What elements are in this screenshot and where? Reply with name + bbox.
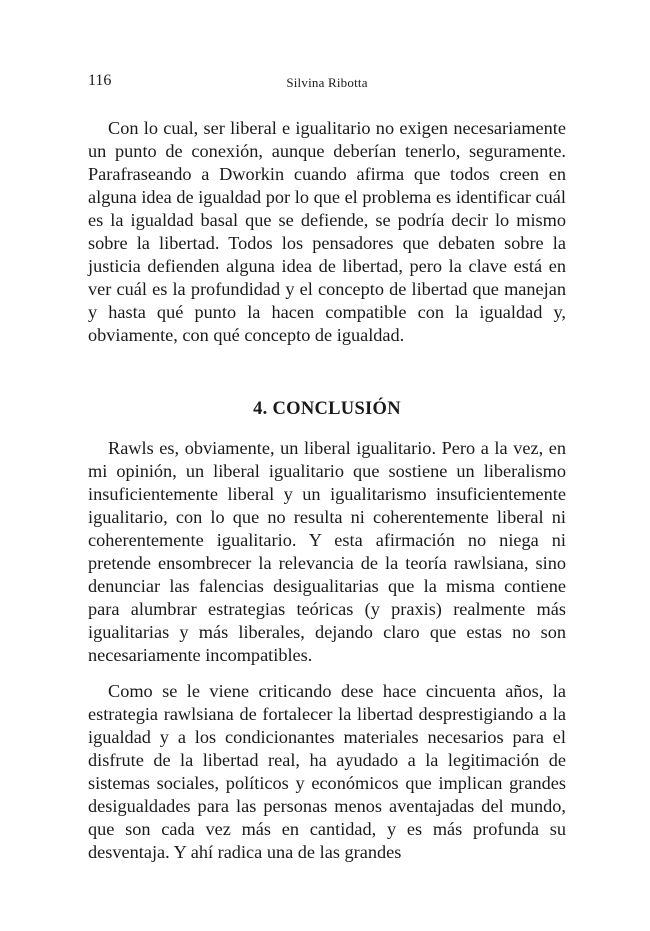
running-title: Silvina Ribotta xyxy=(286,75,368,90)
paragraph: Con lo cual, ser liberal e igualitario no exigen necesariamente un punto de conexión, aunque deberían tenerlo, seguramente. Parafraseando a Dworkin cuando afirma que todos creen en alguna idea de igualdad por lo que el problema es identificar cuál es la igualdad basal que se defiende, se podría decir lo mismo sobre la libertad. Todos los pensadores que debaten sobre la justicia defienden alguna idea de libertad, pero la clave está en ver cuál es la profundidad y el concepto de libertad que manejan y hasta qué punto la hacen compatible con la igualdad y, obviamente, con qué concepto de igualdad. xyxy=(88,118,566,345)
page-header xyxy=(88,72,566,94)
body-text xyxy=(88,117,566,864)
page-number: 116 xyxy=(88,72,112,89)
section-heading: 4. CONCLUSIÓN xyxy=(253,399,401,419)
paragraph: Como se le viene criticando dese hace cincuenta años, la estrategia rawlsiana de fortalecer la libertad desprestigiando a la igualdad y a los condicionantes materiales necesarios para el disfrute de la libertad real, ha ayudado a la legitimación de sistemas sociales, políticos y económicos que implican grandes desigualdades para las personas menos aventajadas del mundo, que son cada vez más en cantidad, y es más profunda su desventaja. Y ahí radica una de las grandes xyxy=(88,681,566,862)
paragraph: Rawls es, obviamente, un liberal igualitario. Pero a la vez, en mi opinión, un liberal igualitario que sostiene un liberalismo insuficientemente liberal y un igualitarismo insuficientemente igualitario, con lo que no resulta ni coherentemente liberal ni coherentemente igualitario. Y esta afirmación no niega ni pretende ensombrecer la relevancia de la teoría rawlsiana, sino denunciar las falencias desigualitarias que la misma contiene para alumbrar estrategias teóricas (y praxis) realmente más igualitarias y más liberales, dejando claro que estas no son necesariamente incompatibles. xyxy=(88,438,566,665)
